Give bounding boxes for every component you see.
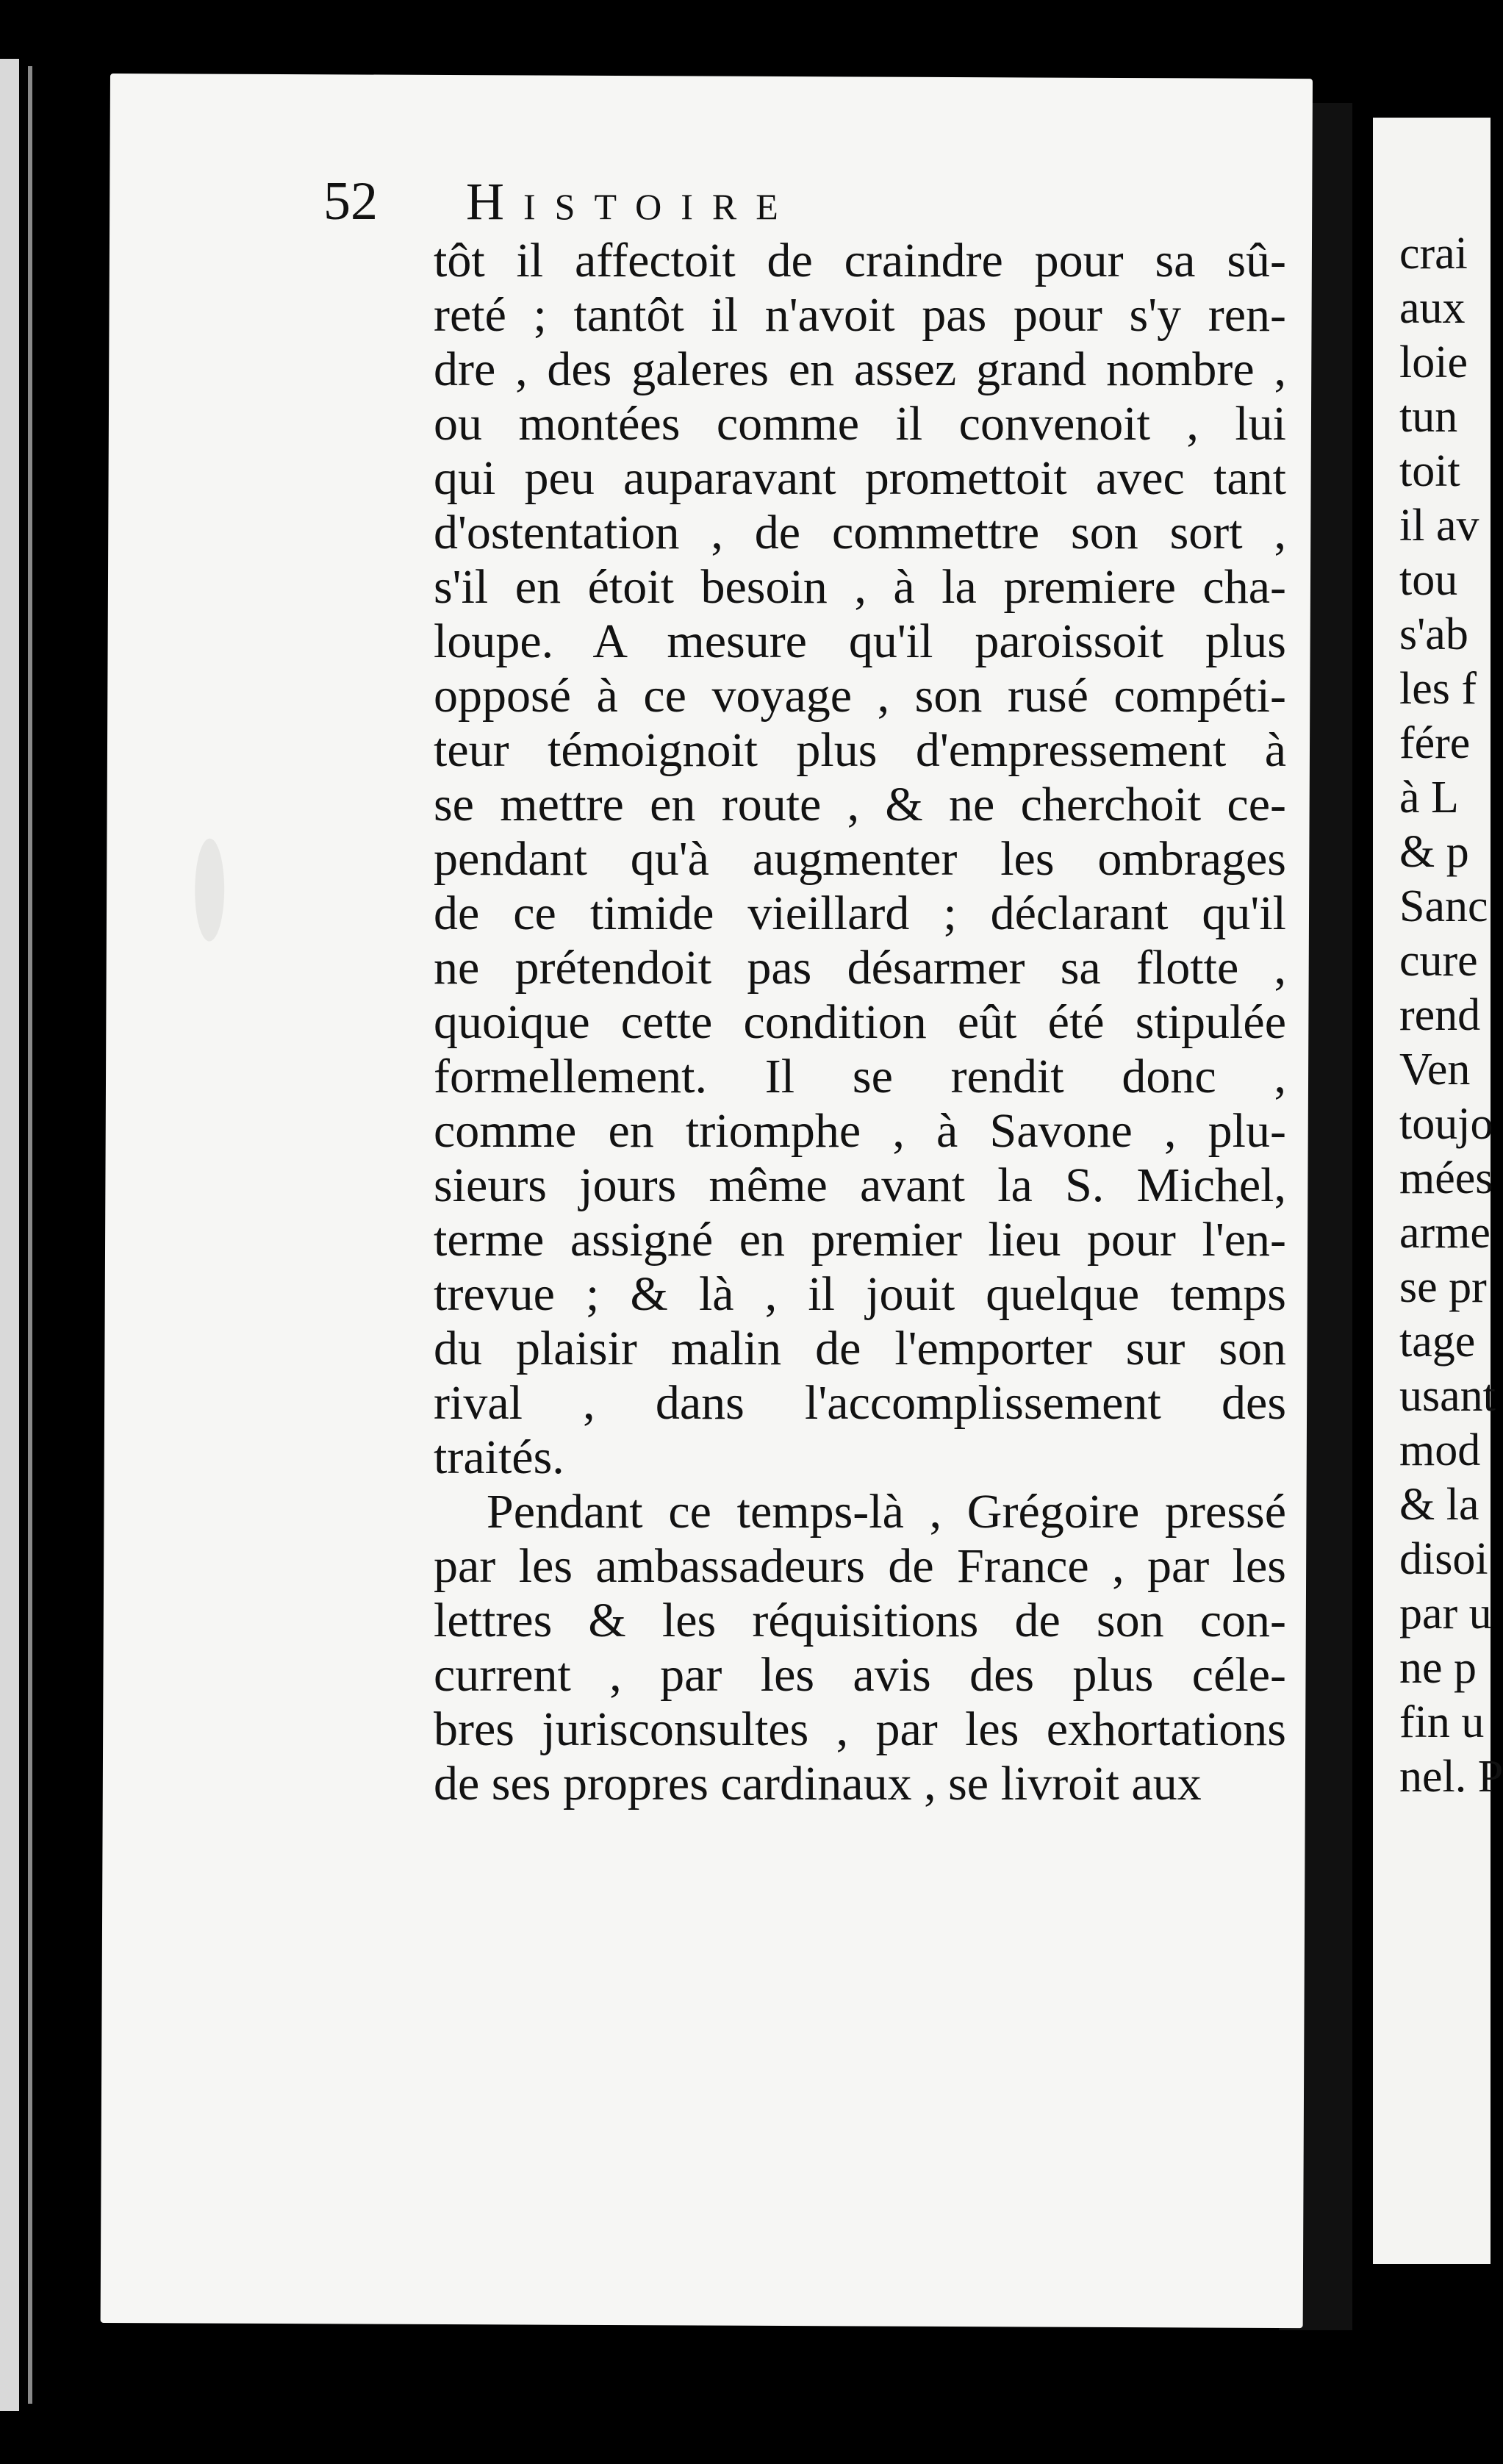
facing-page-text-fragment: mod	[1399, 1425, 1481, 1475]
text-line: traités.	[434, 1430, 564, 1484]
facing-page-text-fragment: toit	[1399, 446, 1460, 496]
facing-page-text-fragment: & p	[1399, 827, 1469, 877]
text-line: ou montées comme il convenoit , lui	[434, 397, 1286, 451]
facing-page-text-fragment: s'ab	[1399, 609, 1468, 659]
facing-page-text-fragment: fin u	[1399, 1697, 1485, 1747]
facing-page-text-fragment: nel. P	[1399, 1752, 1503, 1802]
text-line: de ce timide vieillard ; déclarant qu'il	[434, 887, 1286, 940]
previous-page-edge-shadow	[28, 66, 32, 2404]
text-line: terme assigné en premier lieu pour l'en-	[434, 1213, 1286, 1267]
text-line: dre , des galeres en assez grand nombre ,	[434, 343, 1286, 396]
text-line: sieurs jours même avant la S. Michel,	[434, 1158, 1286, 1212]
facing-page-text-fragment: mées	[1399, 1153, 1493, 1203]
text-line: tôt il affectoit de craindre pour sa sû-	[434, 234, 1286, 287]
text-line: ne prétendoit pas désarmer sa flotte ,	[434, 941, 1286, 995]
facing-page-text-fragment: par u	[1399, 1589, 1492, 1639]
facing-page-text-fragment: ne p	[1399, 1643, 1477, 1693]
text-line: loupe. A mesure qu'il paroissoit plus	[434, 615, 1286, 668]
facing-page-text-fragment: à L	[1399, 773, 1459, 823]
facing-page-text-fragment: tage	[1399, 1317, 1476, 1367]
page-number: 52	[323, 171, 378, 232]
facing-page-text-fragment: arme	[1399, 1208, 1491, 1258]
text-line: se mettre en route , & ne cherchoit ce-	[434, 778, 1286, 831]
text-line: current , par les avis des plus céle-	[434, 1648, 1286, 1702]
text-line: du plaisir malin de l'emporter sur son	[434, 1322, 1286, 1375]
facing-page-text-fragment: cure	[1399, 936, 1478, 986]
facing-page-text-fragment: tou	[1399, 555, 1458, 605]
facing-page-text-fragment: usant	[1399, 1371, 1496, 1421]
facing-page-text-fragment: il av	[1399, 501, 1479, 551]
body-text	[434, 234, 1286, 1811]
text-line: de ses propres cardinaux , se livroit aux	[434, 1757, 1202, 1811]
facing-page-text-fragment: les f	[1399, 664, 1477, 714]
running-head: Histoire	[466, 172, 797, 231]
text-line: comme en triomphe , à Savone , plu-	[434, 1104, 1286, 1158]
facing-page-text-fragment: Sanc	[1399, 881, 1488, 931]
facing-page-text-fragment: tun	[1399, 392, 1458, 442]
text-line: quoique cette condition eût été stipulée	[434, 995, 1286, 1049]
facing-page-text-fragment: & la	[1399, 1480, 1479, 1530]
page-header	[323, 171, 1271, 233]
facing-page-fragment	[1373, 118, 1503, 2264]
text-line: reté ; tantôt il n'avoit pas pour s'y ren-	[434, 288, 1286, 342]
text-line: qui peu auparavant promettoit avec tant	[434, 451, 1286, 505]
text-line: opposé à ce voyage , son rusé compéti-	[434, 669, 1286, 723]
facing-page-text-fragment: loie	[1399, 337, 1468, 387]
facing-page-text-fragment: disoi	[1399, 1534, 1488, 1584]
text-line: lettres & les réquisitions de son con-	[434, 1594, 1286, 1647]
text-line: teur témoignoit plus d'empressement à	[434, 723, 1286, 777]
previous-page-edge	[0, 59, 19, 2411]
facing-page-text-fragment: rend	[1399, 990, 1481, 1040]
text-line: d'ostentation , de commettre son sort ,	[434, 506, 1286, 559]
facing-page-text-fragment: se pr	[1399, 1262, 1487, 1312]
text-line: trevue ; & là , il jouit quelque temps	[434, 1267, 1286, 1321]
text-line: pendant qu'à augmenter les ombrages	[434, 832, 1286, 886]
facing-page-text-fragment: aux	[1399, 283, 1466, 333]
text-line: rival , dans l'accomplissement des	[434, 1376, 1286, 1430]
facing-page-text-fragment: fére	[1399, 718, 1471, 768]
paper-stain	[195, 839, 225, 942]
facing-page-text-fragment: crai	[1399, 229, 1468, 279]
facing-page-text-fragment: toujo	[1399, 1099, 1493, 1149]
text-line: par les ambassadeurs de France , par les	[434, 1539, 1286, 1593]
text-line: s'il en étoit besoin , à la premiere cha-	[434, 560, 1286, 614]
facing-page-text-fragment: Ven	[1399, 1045, 1471, 1095]
text-line: bres jurisconsultes , par les exhortations	[434, 1702, 1286, 1756]
text-line: Pendant ce temps-là , Grégoire pressé	[487, 1485, 1286, 1539]
text-line: formellement. Il se rendit donc ,	[434, 1050, 1286, 1103]
